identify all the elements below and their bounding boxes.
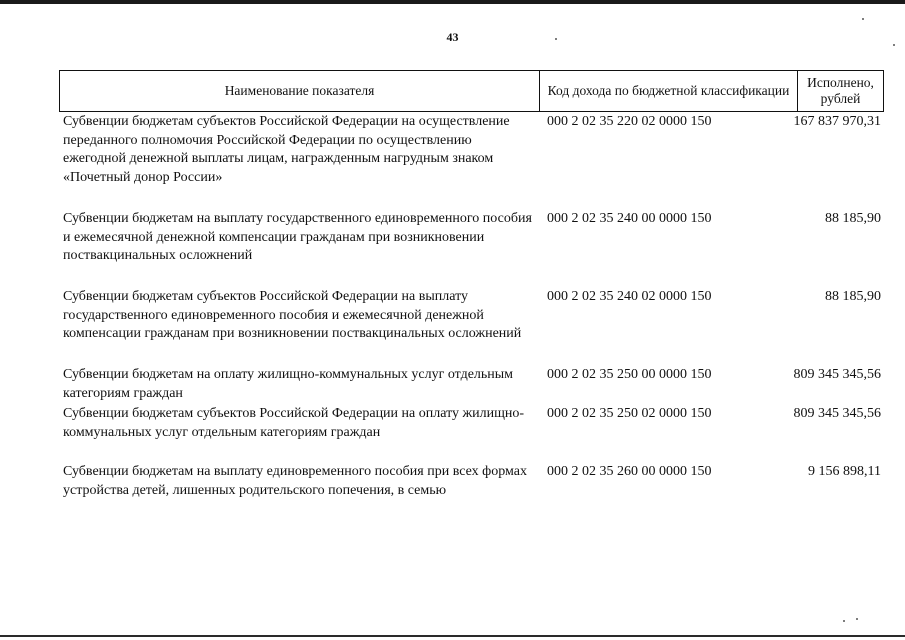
row-code: 000 2 02 35 240 02 0000 150 bbox=[547, 289, 712, 304]
top-border-line bbox=[0, 0, 905, 4]
row-name: Субвенции бюджетам на выплату единовременного пособия при всех формах устройства детей, лишенных родительского попечения, в семью bbox=[63, 464, 527, 498]
header-name: Наименование показателя bbox=[60, 71, 540, 111]
bottom-border-line bbox=[0, 635, 905, 637]
scan-speck bbox=[862, 18, 864, 20]
row-name: Субвенции бюджетам на выплату государственного единовременного пособия и ежемесячной денежной компенсации гражданам при возникновении поствакцинальных осложнений bbox=[63, 211, 532, 263]
scan-speck bbox=[893, 44, 895, 46]
header-code: Код дохода по бюджетной классификации bbox=[540, 71, 798, 111]
scan-speck bbox=[555, 38, 557, 40]
row-name: Субвенции бюджетам на оплату жилищно-коммунальных услуг отдельным категориям граждан bbox=[63, 367, 514, 401]
row-name: Субвенции бюджетам субъектов Российской Федерации на выплату государственного единовременного пособия и ежемесячной денежной компенсации гражданам при возникновении поствакцинальных осложнений bbox=[63, 289, 522, 341]
row-amount: 809 345 345,56 bbox=[793, 406, 881, 421]
row-code: 000 2 02 35 250 00 0000 150 bbox=[547, 367, 712, 382]
scan-speck bbox=[843, 620, 845, 622]
row-code: 000 2 02 35 220 02 0000 150 bbox=[547, 114, 712, 129]
row-code: 000 2 02 35 240 00 0000 150 bbox=[547, 211, 712, 226]
header-amount: Исполнено, рублей bbox=[807, 75, 874, 106]
row-code: 000 2 02 35 250 02 0000 150 bbox=[547, 406, 712, 421]
scan-speck bbox=[856, 618, 858, 620]
row-amount: 9 156 898,11 bbox=[808, 464, 881, 479]
page-number: 43 bbox=[446, 30, 459, 44]
row-code: 000 2 02 35 260 00 0000 150 bbox=[547, 464, 712, 479]
row-name: Субвенции бюджетам субъектов Российской Федерации на оплату жилищно-коммунальных услуг отдельным категориям граждан bbox=[63, 406, 525, 440]
row-amount: 88 185,90 bbox=[825, 211, 881, 226]
row-name: Субвенции бюджетам субъектов Российской Федерации на осуществление переданного полномочия Российской Федерации по осуществлению ежегодной денежной выплаты лицам, награжденным нагрудным знаком «Почетный донор России» bbox=[63, 114, 510, 185]
row-amount: 167 837 970,31 bbox=[793, 114, 881, 129]
table-header bbox=[59, 70, 884, 112]
row-amount: 88 185,90 bbox=[825, 289, 881, 304]
row-amount: 809 345 345,56 bbox=[793, 367, 881, 382]
